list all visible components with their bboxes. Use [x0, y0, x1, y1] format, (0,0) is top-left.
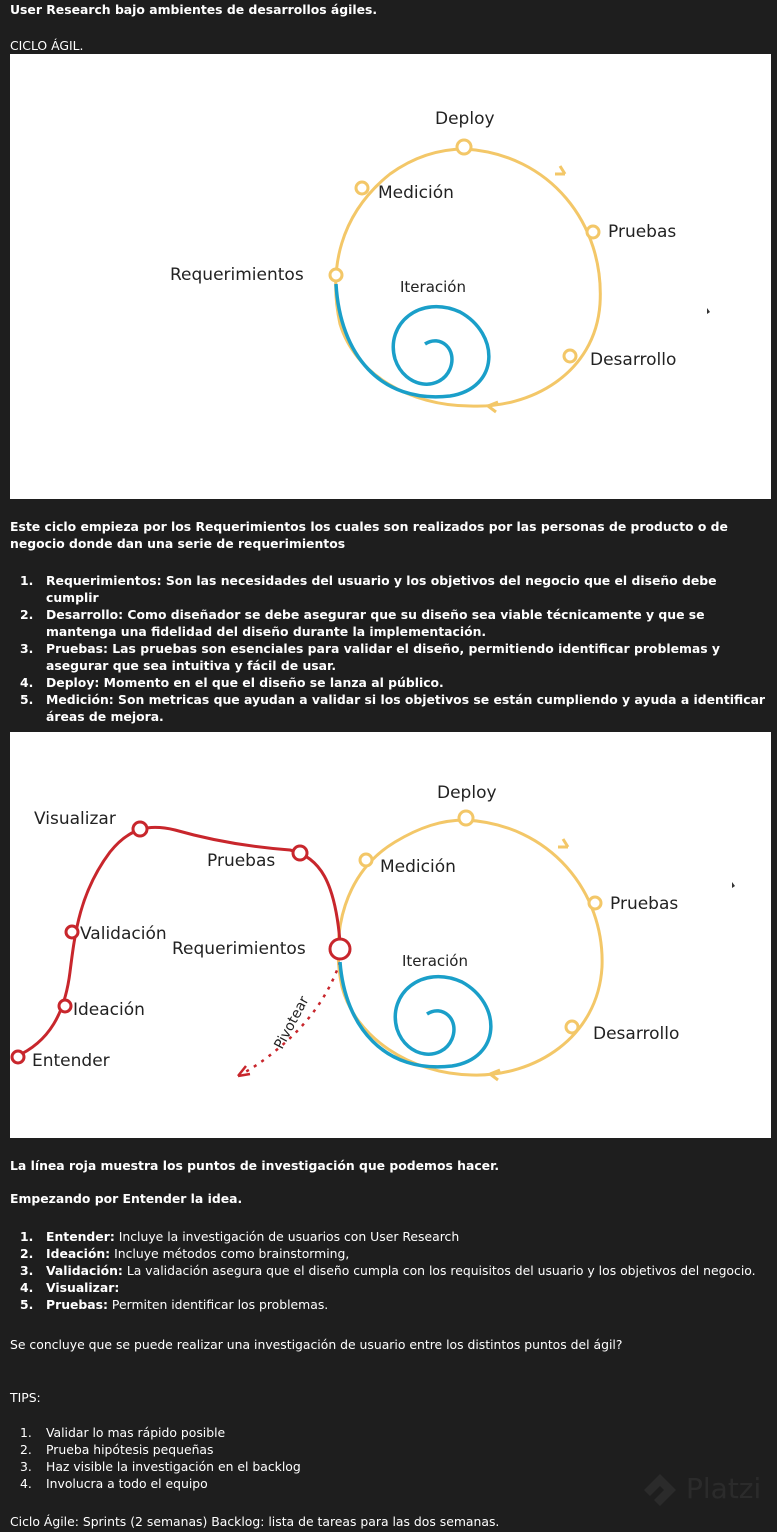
- footer-text: Ciclo Ágile: Sprints (2 semanas) Backlog: lista de tareas para las dos semanas.: [10, 1514, 500, 1529]
- list-item: [10, 1424, 610, 1441]
- label-visualizar: Visualizar: [34, 809, 116, 829]
- label-deploy: Deploy: [435, 109, 495, 129]
- cycle-steps-list: [10, 572, 770, 725]
- list-number: 1.: [20, 573, 34, 588]
- iteration-spiral: [336, 284, 489, 397]
- list-text: Incluye métodos como brainstorming,: [110, 1246, 350, 1261]
- list-item: [10, 1262, 770, 1279]
- platzi-watermark: [640, 1470, 777, 1520]
- tips-list: [10, 1424, 610, 1492]
- list-item: [10, 1458, 610, 1475]
- tips-heading: TIPS:: [10, 1390, 41, 1405]
- list-term: Validación:: [46, 1263, 123, 1278]
- list-item: [10, 1228, 770, 1245]
- list-text: Permiten identificar los problemas.: [107, 1297, 329, 1312]
- label-desarrollo: Desarrollo: [590, 350, 677, 370]
- section-heading: CICLO ÁGIL.: [10, 38, 84, 53]
- list-term: Entender:: [46, 1229, 115, 1244]
- list-number: 2.: [20, 1246, 34, 1261]
- list-term: Pruebas:: [46, 1297, 108, 1312]
- agile-cycle-diagram: [10, 54, 771, 499]
- list-number: 1.: [20, 1425, 32, 1440]
- list-item: [10, 691, 770, 725]
- label-desarrollo: Desarrollo: [593, 1024, 680, 1044]
- cursor-icon: [732, 882, 735, 888]
- list-text: Medición: Son metricas que ayudan a validar si los objetivos se están cumpliendo y ayuda a identificar áreas de mejora.: [46, 692, 766, 724]
- node-entender: [12, 1051, 24, 1063]
- node-desarrollo: [566, 1021, 578, 1033]
- list-number: 4.: [20, 1280, 34, 1295]
- list-item: [10, 606, 770, 640]
- list-text: Incluye la investigación de usuarios con User Research: [114, 1229, 460, 1244]
- label-pruebas: Pruebas: [608, 222, 677, 242]
- label-medicion: Medición: [380, 857, 456, 877]
- list-item: [10, 572, 770, 606]
- list-text: Desarrollo: Como diseñador se debe asegurar que su diseño sea viable técnicamente y que se mantenga una fidelidad del diseño durante la implementación.: [46, 607, 705, 639]
- agile-research-diagram: [10, 732, 771, 1138]
- arrow-mark: [558, 839, 568, 847]
- node-pruebas-red: [293, 846, 307, 860]
- list-number: 5.: [20, 1297, 34, 1312]
- cycle-path: [338, 820, 602, 1075]
- list-number: 2.: [20, 1442, 32, 1457]
- cycle-path: [336, 149, 601, 406]
- node-ideacion: [59, 1000, 71, 1012]
- node-medicion: [356, 182, 368, 194]
- list-number: 2.: [20, 607, 34, 622]
- list-number: 3.: [20, 1263, 34, 1278]
- node-pruebas: [589, 897, 601, 909]
- list-item: [10, 1245, 770, 1262]
- list-number: 1.: [20, 1229, 34, 1244]
- document-title: User Research bajo ambientes de desarrollos ágiles.: [10, 2, 378, 17]
- list-number: 4.: [20, 1476, 32, 1491]
- node-pruebas: [587, 226, 599, 238]
- platzi-logo-icon: [640, 1470, 680, 1514]
- node-validacion: [66, 926, 78, 938]
- list-text: Validar lo mas rápido posible: [46, 1425, 226, 1440]
- list-text: Pruebas: Las pruebas son esenciales para validar el diseño, permitiendo identificar problemas y asegurar que sea intuitiva y fácil de usar.: [46, 641, 721, 673]
- list-text: Deploy: Momento en el que el diseño se lanza al público.: [46, 675, 444, 690]
- label-requerimientos: Requerimientos: [170, 265, 304, 285]
- node-deploy: [457, 140, 471, 154]
- node-medicion: [360, 854, 372, 866]
- node-requerimientos: [330, 269, 342, 281]
- intro-paragraph: Este ciclo empieza por los Requerimientos los cuales son realizados por las personas de producto o de negocio donde dan una serie de requerimientos: [10, 519, 728, 551]
- research-steps-list: [10, 1228, 770, 1313]
- arrow-mark: [555, 166, 565, 174]
- agile-research-svg: [10, 732, 771, 1138]
- list-item: [10, 1279, 770, 1296]
- label-medicion: Medición: [378, 183, 454, 203]
- list-number: 3.: [20, 641, 34, 656]
- list-text: La validación asegura que el diseño cumpla con los requisitos del usuario y los objetivos del negocio.: [122, 1263, 756, 1278]
- label-ideacion: Ideación: [73, 1000, 145, 1020]
- list-item: [10, 1441, 610, 1458]
- label-iteracion: Iteración: [400, 278, 466, 296]
- node-deploy: [459, 811, 473, 825]
- list-text: Involucra a todo el equipo: [46, 1476, 208, 1491]
- agile-cycle-svg: [10, 54, 771, 499]
- red-line-note: La línea roja muestra los puntos de investigación que podemos hacer.: [10, 1158, 500, 1173]
- list-item: [10, 674, 770, 691]
- list-item: [10, 1296, 770, 1313]
- list-item: [10, 640, 770, 674]
- node-visualizar: [133, 822, 147, 836]
- label-entender: Entender: [32, 1051, 110, 1071]
- list-text: Haz visible la investigación en el backlog: [46, 1459, 301, 1474]
- list-term: Ideación:: [46, 1246, 111, 1261]
- label-pruebas-red: Pruebas: [207, 851, 276, 871]
- list-item: [10, 1475, 610, 1492]
- label-iteracion: Iteración: [402, 952, 468, 970]
- watermark-text: Platzi: [686, 1472, 762, 1505]
- start-note: Empezando por Entender la idea.: [10, 1191, 243, 1206]
- label-requerimientos: Requerimientos: [172, 939, 306, 959]
- node-requerimientos: [330, 939, 350, 959]
- list-number: 5.: [20, 692, 34, 707]
- label-pivotear: Pivotear: [271, 993, 313, 1052]
- list-number: 4.: [20, 675, 34, 690]
- conclusion-text: Se concluye que se puede realizar una investigación de usuario entre los distintos puntos del ágil?: [10, 1337, 623, 1352]
- label-pruebas: Pruebas: [610, 894, 679, 914]
- label-deploy: Deploy: [437, 783, 497, 803]
- list-text: Prueba hipótesis pequeñas: [46, 1442, 214, 1457]
- list-term: Visualizar:: [46, 1280, 120, 1295]
- cursor-icon: [707, 308, 710, 314]
- iteration-spiral: [340, 962, 491, 1067]
- arrow-mark: [488, 402, 498, 412]
- label-validacion: Validación: [80, 924, 167, 944]
- list-text: Requerimientos: Son las necesidades del usuario y los objetivos del negocio que el diseño debe cumplir: [46, 573, 717, 605]
- node-desarrollo: [564, 350, 576, 362]
- list-number: 3.: [20, 1459, 32, 1474]
